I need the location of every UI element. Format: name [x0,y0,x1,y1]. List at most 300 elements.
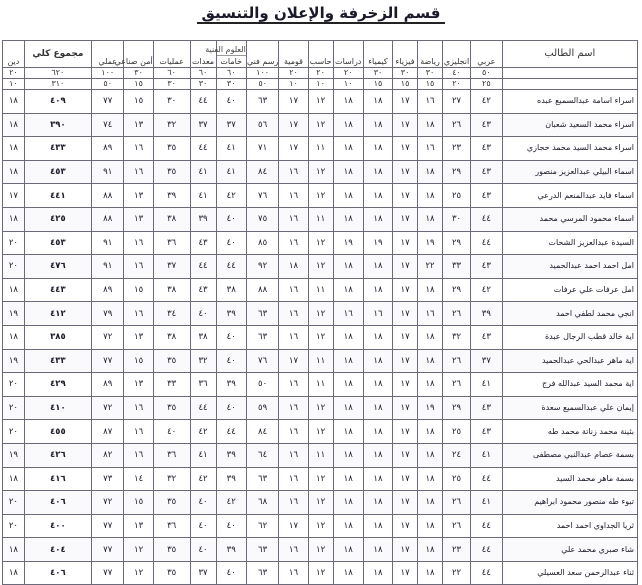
score-cell: ١٦ [124,396,153,420]
score-cell: ٣٩ [216,538,246,562]
score-cell: ٩٢ [246,255,279,279]
score-cell: ١٧ [393,561,418,585]
min-cell: ١٠ [3,79,25,90]
score-cell: ٧١ [246,137,279,161]
score-cell: ١٨ [333,443,363,467]
score-cell: ١٨ [418,491,443,515]
score-cell: ١٦ [279,443,308,467]
score-cell: ١١ [308,137,333,161]
total-score-cell: ٤١٠ [24,396,91,420]
score-cell: ١٢ [308,561,333,585]
score-cell: ١٧ [393,231,418,255]
score-cell: ١٥ [124,278,153,302]
score-cell: ١٨ [3,113,25,137]
score-cell: ٤٠ [216,514,246,538]
score-cell: ٤٤ [471,538,502,562]
score-cell: ٢٠ [3,514,25,538]
min-cell: ١٠ [308,79,333,90]
score-cell: ٤٤ [216,420,246,444]
score-cell: ١٢ [308,514,333,538]
score-cell: ٨٨ [246,278,279,302]
score-cell: ١٨ [418,184,443,208]
table-row [3,491,638,515]
header-national: قومية [279,41,308,68]
score-cell: ١٦ [124,420,153,444]
score-cell: ١١ [308,373,333,397]
score-cell: ١٩ [3,302,25,326]
score-cell: ١٦ [279,396,308,420]
student-name: اسراء محمد السعيد شعبان [502,113,637,137]
score-cell: ٨٢ [91,443,124,467]
max-cell: ١٠٠ [246,68,279,79]
score-cell: ٣٩ [153,184,190,208]
score-cell: ٤٠ [190,302,216,326]
score-cell: ١٧ [393,137,418,161]
score-cell: ٢٧ [442,90,470,114]
score-cell: ١٣ [124,207,153,231]
score-cell: ١٨ [363,443,392,467]
score-cell: ١١ [308,349,333,373]
title-text: قسم الزخرفة والإعلان والتنسيق [197,4,444,24]
score-cell: ١٨ [3,467,25,491]
score-cell: ٧٧ [91,514,124,538]
score-cell: ٤٠ [216,349,246,373]
score-cell: ١٨ [333,325,363,349]
score-cell: ٤٠ [216,561,246,585]
total-score-cell: ٤٠٤ [24,538,91,562]
page-title [0,4,642,22]
student-name: امل عرفات علي عرفات [502,278,637,302]
score-cell: ١٣ [124,184,153,208]
score-cell: ٣٨ [190,325,216,349]
score-cell: ١٦ [418,90,443,114]
score-cell: ٩١ [91,231,124,255]
score-cell: ٣٥ [153,561,190,585]
score-cell: ٣٧ [153,255,190,279]
score-cell: ١٦ [279,561,308,585]
max-cell: ٣٠ [124,68,153,79]
score-cell: ٣٩ [471,302,502,326]
table-row [3,443,638,467]
table-row [3,113,638,137]
header-practical: عملي [91,41,124,68]
score-cell: ١٨ [333,278,363,302]
max-cell: ٣٠ [418,68,443,79]
score-cell: ٨٤ [246,160,279,184]
score-cell: ٦٣ [246,538,279,562]
score-cell: ٤٤ [471,207,502,231]
score-cell: ٨٨ [91,184,124,208]
score-cell: ٤٣ [471,113,502,137]
score-cell: ١٦ [279,160,308,184]
score-cell: ٣٩ [216,302,246,326]
table-row [3,561,638,585]
max-cell: ٦٠ [216,68,246,79]
score-cell: ٤١ [190,443,216,467]
score-cell: ١٦ [124,160,153,184]
score-cell: ١٦ [279,184,308,208]
score-cell: ١٨ [363,160,392,184]
score-cell: ٣٧ [190,113,216,137]
score-cell: ٨٩ [91,278,124,302]
score-cell: ١٨ [363,207,392,231]
header-computer: حاسب [308,41,333,68]
score-cell: ١٨ [363,467,392,491]
score-cell: ٣٥ [153,396,190,420]
score-cell: ١٨ [418,420,443,444]
score-cell: ٣٨ [153,325,190,349]
score-cell: ١٧ [393,90,418,114]
score-cell: ٤٤ [190,137,216,161]
score-cell: ٧٧ [91,538,124,562]
score-cell: ٢٩ [442,278,470,302]
table-row [3,255,638,279]
score-cell: ٨٩ [91,373,124,397]
max-cell: ٦٠ [190,68,216,79]
score-cell: ١٧ [279,349,308,373]
max-cell: ٣٠ [393,68,418,79]
score-cell: ٨٥ [246,231,279,255]
min-cell: ١٥ [393,79,418,90]
score-cell: ٤٣ [471,325,502,349]
score-cell: ١٨ [333,514,363,538]
total-score-cell: ٤٤١ [24,184,91,208]
table-row [3,90,638,114]
score-cell: ١٨ [333,538,363,562]
header-total: مجموع كلي [24,41,91,68]
score-cell: ١٨ [363,538,392,562]
score-cell: ١٨ [363,113,392,137]
student-rows [3,90,638,585]
score-cell: ١٨ [3,325,25,349]
score-cell: ٣٧ [190,561,216,585]
score-cell: ١٦ [279,467,308,491]
score-cell: ١٨ [418,349,443,373]
score-cell: ١٨ [3,538,25,562]
score-cell: ٤٢ [471,278,502,302]
score-cell: ٤٤ [471,514,502,538]
score-cell: ٤٠ [216,396,246,420]
score-cell: ١٢ [308,491,333,515]
score-cell: ٤١ [471,491,502,515]
score-cell: ٢٣ [442,137,470,161]
score-cell: ١٢ [308,467,333,491]
header-chemistry: كيمياء [363,41,392,68]
total-score-cell: ٤٠٦ [24,561,91,585]
score-cell: ٦٣ [246,302,279,326]
score-cell: ٣٦ [153,514,190,538]
score-cell: ٤٢ [190,467,216,491]
min-cell: ٢٥ [471,79,502,90]
score-cell: ١٧ [393,443,418,467]
score-cell: ١٦ [279,373,308,397]
score-cell: ٤١ [216,137,246,161]
score-cell: ٦٣ [246,561,279,585]
score-cell: ٤٠ [216,231,246,255]
score-cell: ٣٩ [216,443,246,467]
score-cell: ١٨ [333,137,363,161]
score-cell: ١٤ [124,467,153,491]
score-cell: ١٩ [418,231,443,255]
total-score-cell: ٤٥٥ [24,420,91,444]
score-cell: ٢٥ [442,420,470,444]
header-english: انجليزي [442,41,470,68]
score-cell: ٨٩ [91,137,124,161]
total-score-cell: ٣٨٥ [24,325,91,349]
score-cell: ١٧ [279,514,308,538]
max-label-cell [502,68,637,79]
score-cell: ٣٢ [153,467,190,491]
score-cell: ١٨ [418,467,443,491]
score-cell: ١٢ [124,561,153,585]
score-cell: ٤٢ [216,491,246,515]
score-cell: ١٩ [333,231,363,255]
score-cell: ٤٣ [471,160,502,184]
score-cell: ٤٣ [190,231,216,255]
score-cell: ٣٨ [153,278,190,302]
score-cell: ٢٣ [442,538,470,562]
score-cell: ٣٥ [153,137,190,161]
score-cell: ١٦ [279,538,308,562]
score-cell: ١٦ [124,231,153,255]
score-cell: ٧٦ [246,184,279,208]
score-cell: ١٦ [279,231,308,255]
score-cell: ١٨ [3,561,25,585]
score-cell: ٤٣ [471,396,502,420]
total-score-cell: ٤٢٥ [24,207,91,231]
score-cell: ١٨ [333,255,363,279]
score-cell: ١٨ [418,514,443,538]
table-row [3,302,638,326]
score-cell: ١٨ [333,420,363,444]
score-cell: ١٧ [279,113,308,137]
score-cell: ٦٢ [246,514,279,538]
score-cell: ٣٦ [190,373,216,397]
score-cell: ١٧ [393,278,418,302]
max-cell: ٢٠ [3,68,25,79]
score-cell: ٤٠ [190,491,216,515]
total-score-cell: ٤٣٣ [24,349,91,373]
score-cell: ١٢ [308,255,333,279]
score-cell: ٢٦ [442,514,470,538]
score-cell: ١٨ [333,396,363,420]
header-operations: عمليات [153,41,190,68]
header-row [3,41,638,68]
table-row [3,538,638,562]
min-cell: ١٥ [124,79,153,90]
min-cell: ٢٠ [442,79,470,90]
header-equipment: معدات [190,41,216,68]
score-cell: ٩١ [91,160,124,184]
score-cell: ١٣ [124,373,153,397]
score-cell: ٢٩ [442,231,470,255]
score-cell: ١٨ [363,255,392,279]
score-cell: ٢٠ [3,231,25,255]
min-cell: ٣٠ [216,79,246,90]
score-cell: ٢٠ [3,255,25,279]
student-name: ثناء عبدالرحمن سعد العسيلي [502,561,637,585]
min-cell: ٥٠ [91,79,124,90]
score-cell: ١٨ [3,207,25,231]
score-cell: ٦٨ [246,491,279,515]
total-score-cell: ٤٠٩ [24,90,91,114]
student-name: اسماء البيلي عبدالعزيز منصور [502,160,637,184]
score-cell: ٥٩ [246,396,279,420]
score-cell: ٢٥ [442,467,470,491]
student-name: امل احمد احمد عبدالحميد [502,255,637,279]
score-cell: ٤٠ [153,420,190,444]
score-cell: ٥٦ [246,113,279,137]
score-cell: ١٧ [279,137,308,161]
max-cell: ١٠٠ [91,68,124,79]
max-cell: ٥٠ [471,68,502,79]
score-cell: ٨٨ [91,207,124,231]
score-cell: ٤١ [190,160,216,184]
score-cell: ١٨ [418,160,443,184]
score-cell: ١٩ [3,443,25,467]
max-cell: ٢٠ [279,68,308,79]
score-cell: ٣٢ [442,325,470,349]
score-cell: ١٨ [363,325,392,349]
score-cell: ٩١ [91,255,124,279]
score-cell: ٢٩ [442,160,470,184]
score-cell: ١٧ [393,491,418,515]
score-cell: ٤١ [471,373,502,397]
min-cell: ٣٠ [190,79,216,90]
score-cell: ٤١ [471,443,502,467]
score-cell: ٣٩ [190,207,216,231]
score-cell: ١٦ [418,302,443,326]
total-score-cell: ٣٩٠ [24,113,91,137]
header-physics: فيزياء [393,41,418,68]
score-cell: ١٨ [363,184,392,208]
score-cell: ١٢ [308,90,333,114]
score-cell: ١٨ [418,373,443,397]
score-cell: ١٨ [418,113,443,137]
score-cell: ١٦ [279,491,308,515]
score-cell: ٢٠ [3,396,25,420]
max-cell: ٦٢٠ [24,68,91,79]
score-cell: ٧٢ [91,396,124,420]
student-name: اسراء محمد السيد محمد حجازي [502,137,637,161]
score-cell: ٤٤ [471,467,502,491]
score-cell: ٣٥ [153,349,190,373]
min-scores-row [3,79,638,90]
score-cell: ١٨ [363,420,392,444]
score-cell: ٨٤ [246,420,279,444]
score-cell: ٢٥ [442,184,470,208]
max-cell: ٦٠ [153,68,190,79]
score-cell: ٤٠ [216,325,246,349]
score-cell: ٤٣ [471,420,502,444]
score-cell: ٦٣ [246,325,279,349]
score-cell: ٧٤ [91,113,124,137]
score-cell: ٤٤ [190,255,216,279]
score-cell: ٢٩ [442,396,470,420]
score-cell: ١٨ [279,255,308,279]
total-score-cell: ٤١٢ [24,302,91,326]
score-cell: ١٢ [308,396,333,420]
score-cell: ١٨ [3,160,25,184]
grades-table [2,40,638,585]
min-cell: ٣١٠ [24,79,91,90]
score-cell: ٢٠ [3,491,25,515]
header-studies: دراسات [333,41,363,68]
total-score-cell: ٤٥٣ [24,160,91,184]
score-cell: ١٨ [333,561,363,585]
score-cell: ٣٧ [216,113,246,137]
score-cell: ٤٠ [216,90,246,114]
score-cell: ٢٦ [442,349,470,373]
score-cell: ٤٣ [190,278,216,302]
score-cell: ٤٤ [216,255,246,279]
header-drawing: رسم فني [246,41,279,68]
score-cell: ٦٤ [246,443,279,467]
grades-sheet [2,40,640,585]
score-cell: ١٨ [3,278,25,302]
score-cell: ١٢ [308,325,333,349]
score-cell: ٣٩ [216,467,246,491]
table-row [3,137,638,161]
score-cell: ١٧ [393,467,418,491]
score-cell: ٤٠ [190,538,216,562]
score-cell: ٣٦ [153,443,190,467]
score-cell: ١٩ [363,231,392,255]
score-cell: ١٦ [279,207,308,231]
score-cell: ١٧ [393,538,418,562]
score-cell: ١٧ [393,207,418,231]
score-cell: ١٢ [308,538,333,562]
score-cell: ٤٠ [190,514,216,538]
score-cell: ٤٤ [471,561,502,585]
table-row [3,420,638,444]
table-row [3,160,638,184]
score-cell: ١٦ [333,302,363,326]
score-cell: ١٩ [418,396,443,420]
score-cell: ٧٧ [91,561,124,585]
student-name: بسمة ماهر محمد السيد [502,467,637,491]
max-cell: ٢٠ [333,68,363,79]
score-cell: ٣٧ [471,349,502,373]
score-cell: ٢٦ [442,373,470,397]
score-cell: ٣٦ [153,231,190,255]
score-cell: ١٣ [124,325,153,349]
table-row [3,325,638,349]
score-cell: ١٨ [418,561,443,585]
score-cell: ١٦ [279,420,308,444]
score-cell: ٧٧ [91,90,124,114]
student-name: إيمان علي عبدالسميع سعدة [502,396,637,420]
score-cell: ١٦ [124,302,153,326]
score-cell: ١٨ [363,491,392,515]
max-cell: ٣٠ [363,68,392,79]
score-cell: ١٨ [333,373,363,397]
score-cell: ١٧ [393,514,418,538]
score-cell: ١٨ [333,491,363,515]
score-cell: ١٨ [418,443,443,467]
total-score-cell: ٤٤٣ [24,278,91,302]
min-cell: ٥٠ [246,79,279,90]
score-cell: ٤١ [190,184,216,208]
score-cell: ١٨ [363,373,392,397]
score-cell: ٧٢ [91,491,124,515]
table-row [3,231,638,255]
min-cell: ١٠ [279,79,308,90]
score-cell: ٤٢ [216,184,246,208]
table-row [3,396,638,420]
score-cell: ١٩ [3,349,25,373]
score-cell: ١٥ [124,349,153,373]
